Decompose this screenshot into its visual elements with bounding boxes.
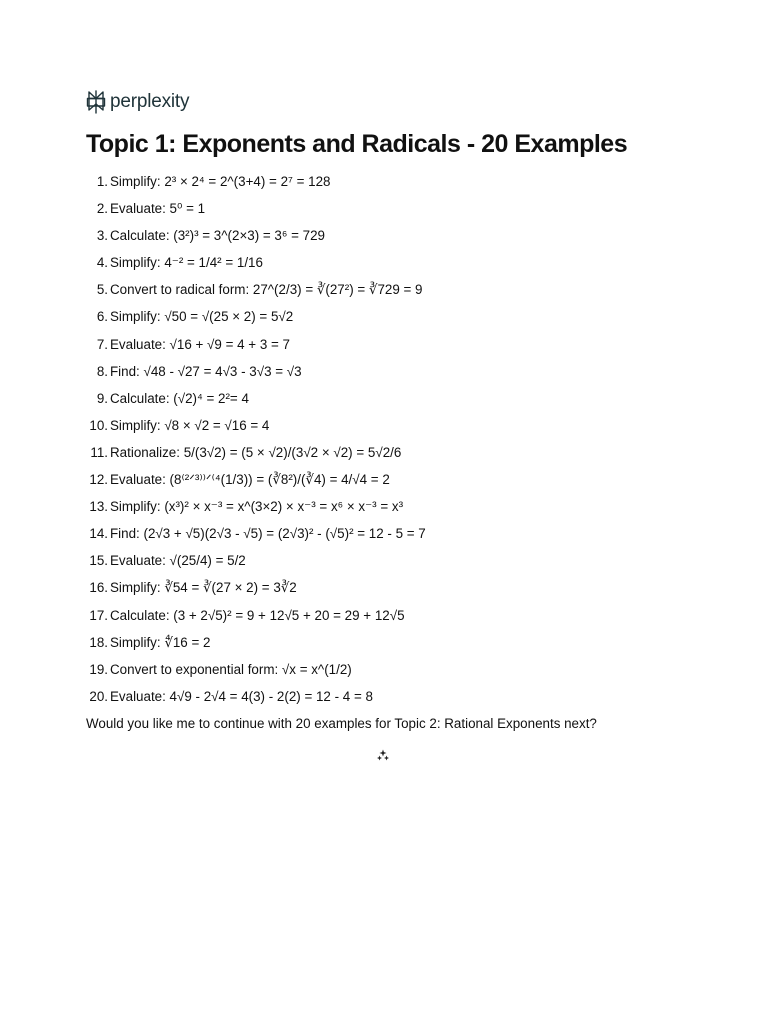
perplexity-logo-icon [86, 90, 106, 114]
example-item [86, 683, 426, 710]
examples-list [86, 168, 426, 710]
example-text: Simplify: √8 × √2 = √16 = 4 [110, 417, 270, 433]
example-item [86, 493, 426, 520]
example-text: Evaluate: √(25/4) = 5/2 [110, 553, 246, 569]
example-text: Convert to radical form: 27^(2/3) = ∛(27²) = ∛729 = 9 [110, 282, 423, 298]
example-text: Evaluate: 4√9 - 2√4 = 4(3) - 2(2) = 12 - 4 = 8 [110, 688, 373, 704]
page-title: Topic 1: Exponents and Radicals - 20 Examples [86, 130, 628, 158]
brand-name: perplexity [110, 91, 190, 112]
example-text: Evaluate: √16 + √9 = 4 + 3 = 7 [110, 336, 290, 352]
example-number: 10. [89, 417, 108, 433]
example-item [86, 168, 426, 195]
example-number: 3. [96, 228, 108, 244]
example-number: 5. [96, 282, 108, 298]
example-text: Convert to exponential form: √x = x^(1/2) [110, 661, 352, 677]
followup-question: Would you like me to continue with 20 examples for Topic 2: Rational Exponents next? [86, 716, 597, 731]
example-text: Find: (2√3 + √5)(2√3 - √5) = (2√3)² - (√5)² = 12 - 5 = 7 [110, 526, 426, 542]
example-number: 9. [96, 390, 108, 406]
example-item [86, 466, 426, 493]
example-item [86, 547, 426, 574]
example-number: 4. [96, 255, 108, 271]
example-text: Simplify: ∜16 = 2 [110, 634, 211, 650]
example-item [86, 412, 426, 439]
example-text: Calculate: (√2)⁴ = 2²= 4 [110, 390, 249, 406]
example-text: Evaluate: (8⁽²ᐟ³⁾⁾ᐟ⁽⁴(1/3)) = (∛8²)/(∛4) = 4/√4 = 2 [110, 472, 390, 488]
example-number: 13. [89, 499, 108, 515]
example-number: 11. [90, 444, 108, 460]
example-item [86, 222, 426, 249]
example-number: 2. [96, 201, 108, 217]
example-text: Rationalize: 5/(3√2) = (5 × √2)/(3√2 × √2) = 5√2/6 [110, 444, 402, 460]
example-text: Calculate: (3 + 2√5)² = 9 + 12√5 + 20 = 29 + 12√5 [110, 607, 405, 623]
example-number: 17. [89, 607, 108, 623]
example-item [86, 520, 426, 547]
example-text: Simplify: (x³)² × x⁻³ = x^(3×2) × x⁻³ = x⁶ × x⁻³ = x³ [110, 499, 404, 515]
example-item [86, 656, 426, 683]
example-item [86, 629, 426, 656]
example-item [86, 574, 426, 601]
example-number: 18. [89, 634, 108, 650]
perplexity-logo [86, 90, 189, 114]
example-number: 7. [96, 336, 108, 352]
example-text: Simplify: ∛54 = ∛(27 × 2) = 3∛2 [110, 580, 297, 596]
example-text: Simplify: 2³ × 2⁴ = 2^(3+4) = 2⁷ = 128 [110, 174, 331, 189]
example-text: Calculate: (3²)³ = 3^(2×3) = 3⁶ = 729 [110, 228, 325, 244]
example-item [86, 276, 426, 303]
example-text: Simplify: 4⁻² = 1/4² = 1/16 [110, 255, 263, 271]
example-item [86, 439, 426, 466]
example-number: 19. [89, 661, 108, 677]
example-item [86, 249, 426, 276]
example-number: 8. [96, 363, 108, 379]
sparkle-icon [376, 749, 390, 763]
example-text: Evaluate: 5⁰ = 1 [110, 201, 206, 217]
example-item [86, 195, 426, 222]
example-number: 16. [89, 580, 108, 596]
example-number: 6. [96, 309, 108, 325]
example-number: 14. [89, 526, 108, 542]
example-item [86, 602, 426, 629]
example-number: 15. [89, 553, 108, 569]
example-item [86, 331, 426, 358]
example-text: Find: √48 - √27 = 4√3 - 3√3 = √3 [110, 363, 302, 379]
example-number: 1. [96, 174, 108, 189]
example-number: 12. [89, 472, 108, 488]
example-item [86, 385, 426, 412]
example-item [86, 358, 426, 385]
example-item [86, 303, 426, 330]
example-number: 20. [89, 688, 108, 704]
example-text: Simplify: √50 = √(25 × 2) = 5√2 [110, 309, 294, 325]
